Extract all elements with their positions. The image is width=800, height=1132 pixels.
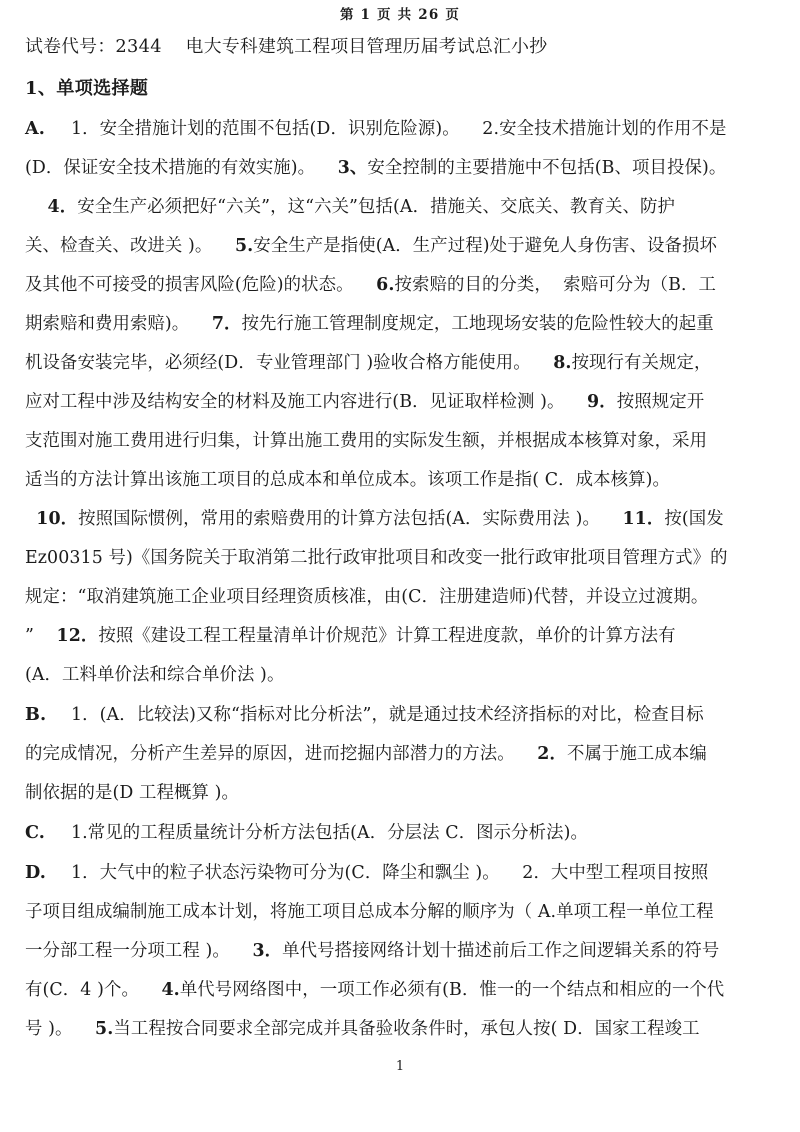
question-number: 3．: [252, 941, 283, 961]
question-number: 7．: [211, 314, 242, 334]
group-b-line-3: 制依据的是(D 工程概算 )。: [25, 783, 239, 803]
footer-page-number: 1: [395, 1059, 405, 1074]
question-number: 12．: [56, 626, 99, 646]
group-a-line-2: (D．保证安全技术措施的有效实施)。 3、安全控制的主要措施中不包括(B、项目投保)。: [25, 158, 727, 178]
group-a-line-7: 机设备安装完毕，必须经(D．专业管理部门 )验收合格方能使用。 8.按现行有关规定，: [25, 353, 712, 373]
group-a-line-8: 应对工程中涉及结构安全的材料及施工内容进行(B．见证取样检测 )。 9．按照规定开: [25, 392, 705, 412]
group-b-line-2: 的完成情况，分析产生差异的原因，进而挖掘内部潜力的方法。 2．不属于施工成本编: [25, 744, 707, 764]
group-a-line-10: 适当的方法计算出该施工项目的总成本和单位成本。该项工作是指( C．成本核算)。: [25, 470, 670, 490]
question-number: 1、: [25, 78, 57, 99]
group-a-line-15: (A．工料单价法和综合单价法 )。: [25, 665, 285, 685]
question-number: 6.: [376, 275, 395, 295]
question-number: 5.: [234, 236, 254, 256]
question-number: 5.: [95, 1019, 114, 1039]
group-a-line-5: 及其他不可接受的损害风险(危险)的状态。 6.按索赔的目的分类， 索赔可分为（B．工: [25, 275, 716, 295]
group-b-text-1: 1．(A．比较法)又称“指标对比分析法”，就是通过技术经济指标的对比，检查目标: [71, 705, 704, 725]
section-heading: 1、单项选择题: [25, 78, 149, 99]
question-number: 4．: [47, 197, 78, 217]
group-c-label: C.: [25, 822, 46, 843]
group-c-line-1: [25, 813, 777, 853]
group-a-line-9: 支范围对施工费用进行归集，计算出施工费用的实际发生额，并根据成本核算对象，采用: [25, 431, 708, 451]
page-title: 试卷代号：2344 电大专科建筑工程项目管理历届考试总汇小抄: [25, 36, 548, 57]
group-d-line-5: 号 )。 5.当工程按合同要求全部完成并具备验收条件时，承包人按( D．国家工程竣工: [25, 1019, 700, 1039]
group-d-line-4: 有(C．4 )个。 4.单代号网络图中，一项工作必须有(B．惟一的一个结点和相应的一个代: [25, 980, 725, 1000]
question-number: 10．: [36, 509, 79, 529]
group-c-text-1: 1.常见的工程质量统计分析方法包括(A．分层法 C．图示分析法)。: [71, 823, 589, 843]
question-number: 8.: [553, 353, 572, 373]
question-number: 11．: [622, 509, 665, 529]
group-d-line-2: 子项目组成编制施工成本计划，将施工项目总成本分解的顺序为（ A.单项工程一单位工程: [25, 902, 714, 922]
group-b-label: B.: [25, 704, 47, 725]
question-number: 3、: [337, 158, 368, 178]
group-a-label: A.: [25, 118, 45, 139]
group-a-line-4: 关、检查关、改进关 )。 5.安全生产是指使(A．生产过程)处于避免人身伤害、设备损坏: [25, 236, 717, 256]
group-d-line-3: 一分部工程一分项工程 )。 3．单代号搭接网络计划十描述前后工作之间逻辑关系的符号: [25, 941, 720, 961]
running-head: 第 1 页 共 26 页: [339, 7, 461, 23]
group-d-text-1: 1．大气中的粒子状态污染物可分为(C．降尘和飘尘 )。 2．大中型工程项目按照: [71, 863, 709, 883]
group-a-line-13: 规定：“取消建筑施工企业项目经理资质核准，由(C．注册建造师)代替，并设立过渡期。: [25, 587, 709, 607]
group-a-text-1: 1．安全措施计划的范围不包括(D．识别危险源)。 2.安全技术措施计划的作用不是: [71, 119, 727, 139]
document-body: [25, 26, 777, 1049]
question-number: 4.: [161, 980, 180, 1000]
group-d-label: D.: [25, 862, 46, 883]
group-a-line-6: 期索赔和费用索赔)。 7．按先行施工管理制度规定，工地现场安装的危险性较大的起重: [25, 314, 714, 334]
group-b-line-1: [25, 695, 777, 735]
group-a-line-11: 10．按照国际惯例，常用的索赔费用的计算方法包括(A．实际费用法 )。 11．按(国发: [36, 509, 724, 529]
question-number: 9．: [587, 392, 617, 412]
group-d-line-1: [25, 853, 777, 893]
group-a-line-14: ” 12．按照《建设工程工程量清单计价规范》计算工程进度款，单价的计算方法有: [25, 626, 676, 646]
group-a-line-3: 4．安全生产必须把好“六关”，这“六关”包括(A．措施关、交底关、教育关、防护: [47, 197, 675, 217]
question-number: 2．: [537, 744, 567, 764]
group-a-line-1: [25, 109, 777, 149]
group-a-line-12: Ez00315 号)《国务院关于取消第二批行政审批项目和改变一批行政审批项目管理方式》的: [25, 548, 728, 568]
